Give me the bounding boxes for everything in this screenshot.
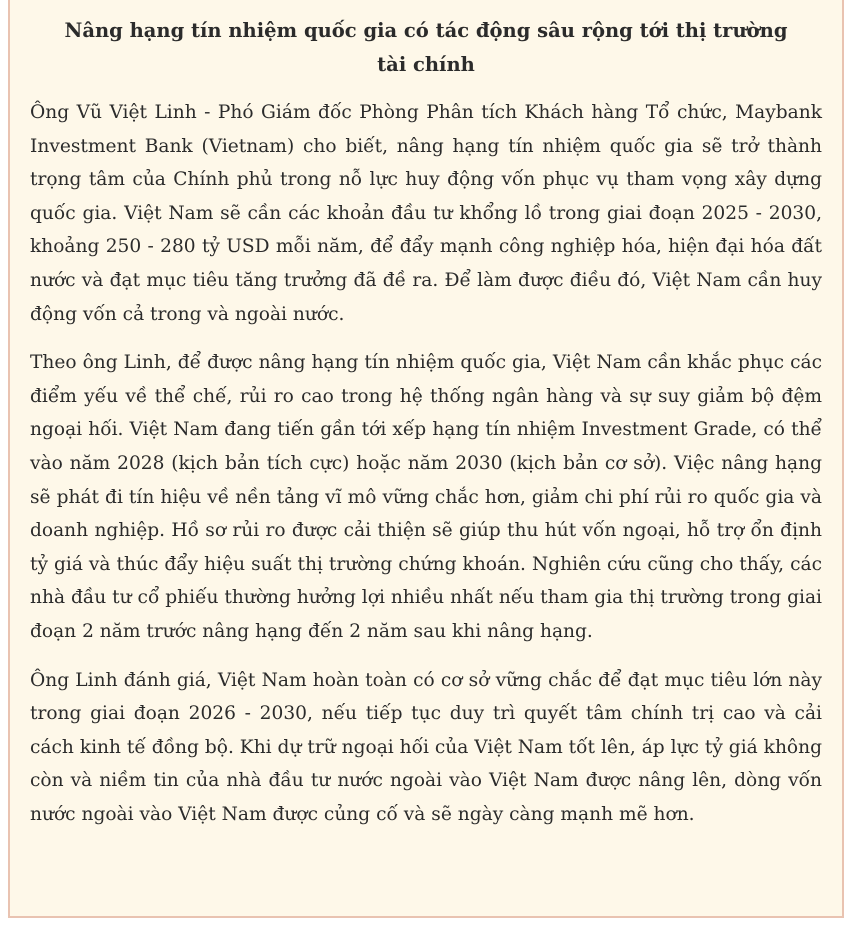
box-title: Nâng hạng tín nhiệm quốc gia có tác động sâu rộng tới thị trường tài chính (64, 19, 788, 76)
paragraph-1: Ông Vũ Việt Linh - Phó Giám đốc Phòng Phân tích Khách hàng Tổ chức, Maybank Investment Bank (Vietnam) cho biết, nâng hạng tín nhiệm quốc gia sẽ trở thành trọng tâm của Chính phủ trong nỗ lực huy động vốn phục vụ tham vọng xây dựng quốc gia. Việt Nam sẽ cần các khoản đầu tư khổng lồ trong giai đoạn 2025 - 2030, khoảng 250 - 280 tỷ USD mỗi năm, để đẩy mạnh công nghiệp hóa, hiện đại hóa đất nước và đạt mục tiêu tăng trưởng đã đề ra. Để làm được điều đó, Việt Nam cần huy động vốn cả trong và ngoài nước. (30, 102, 822, 325)
highlight-box (8, 0, 844, 918)
paragraph-2: Theo ông Linh, để được nâng hạng tín nhiệm quốc gia, Việt Nam cần khắc phục các điểm yếu về thể chế, rủi ro cao trong hệ thống ngân hàng và sự suy giảm bộ đệm ngoại hối. Việt Nam đang tiến gần tới xếp hạng tín nhiệm Investment Grade, có thể vào năm 2028 (kịch bản tích cực) hoặc năm 2030 (kịch bản cơ sở). Việc nâng hạng sẽ phát đi tín hiệu về nền tảng vĩ mô vững chắc hơn, giảm chi phí rủi ro quốc gia và doanh nghiệp. Hồ sơ rủi ro được cải thiện sẽ giúp thu hút vốn ngoại, hỗ trợ ổn định tỷ giá và thúc đẩy hiệu suất thị trường chứng khoán. Nghiên cứu cũng cho thấy, các nhà đầu tư cổ phiếu thường hưởng lợi nhiều nhất nếu tham gia thị trường trong giai đoạn 2 năm trước nâng hạng đến 2 năm sau khi nâng hạng. (30, 352, 822, 642)
paragraph-3: Ông Linh đánh giá, Việt Nam hoàn toàn có cơ sở vững chắc để đạt mục tiêu lớn này trong giai đoạn 2026 - 2030, nếu tiếp tục duy trì quyết tâm chính trị cao và cải cách kinh tế đồng bộ. Khi dự trữ ngoại hối của Việt Nam tốt lên, áp lực tỷ giá không còn và niềm tin của nhà đầu tư nước ngoài vào Việt Nam được nâng lên, dòng vốn nước ngoài vào Việt Nam được củng cố và sẽ ngày càng mạnh mẽ hơn. (30, 669, 822, 825)
